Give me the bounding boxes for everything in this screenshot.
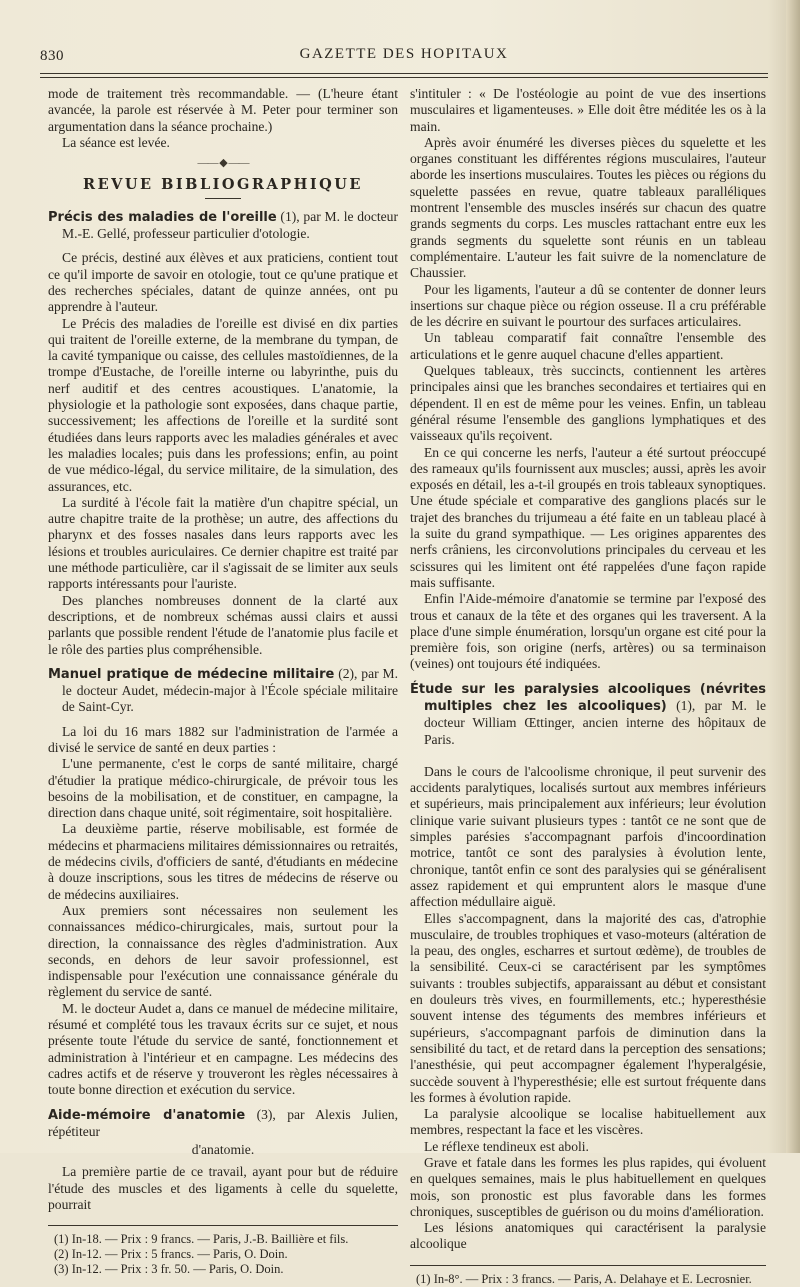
review-entry-heading [48,666,398,716]
review-entry-byline: (3), par Alexis Julien, répétiteur [48,1106,399,1139]
footnote: (2) In-12. — Prix : 5 francs. — Paris, O. Doin. [54,1247,288,1262]
paragraph: s'intituler : « De l'ostéologie au point de vue des insertions musculaires et ligamenteuses. » Elle doit être méditée les os à la main. [410,86,766,134]
paragraph: La loi du 16 mars 1882 sur l'administration de l'armée a divisé le service de santé en deux parties : [48,723,398,755]
section-title: REVUE BIBLIOGRAPHIQUE [83,176,363,194]
paragraph: Pour les ligaments, l'auteur a dû se contenter de donner leurs insertions sur chaque pièce ou région osseuse. Il a cru préférable de les décrire en suivant le pourtour des surfaces articulaires. [410,281,766,330]
review-entry-heading [410,681,766,748]
running-head: GAZETTE DES HOPITAUX [299,46,509,62]
review-entry-byline: (1), par M. le docteur William Œttinger, ancien interne des hôpitaux de Paris. [424,697,766,747]
paragraph: mode de traitement très recommandable. — (L'heure étant avancée, la parole est réservée à M. Peter pour terminer son argumentation dans la séance prochaine.) [48,86,398,134]
footnote: (3) In-12. — Prix : 3 fr. 50. — Paris, O. Doin. [54,1262,284,1277]
review-entry-heading [48,1107,398,1141]
paragraph: L'une permanente, c'est le corps de santé militaire, chargé d'étudier la pratique médico-chirurgicale, de prévoir tous les besoins de la mobilisation, et de constituer, en campagne, la direction dans chaque unité, soit régimentaire, soit hospitalière. [48,756,398,821]
paragraph: La première partie de ce travail, ayant pour but de réduire l'étude des muscles et des ligaments à celle du squelette, pourrait [48,1164,398,1212]
paragraph: La deuxième partie, réserve mobilisable, est formée de médecins et pharmaciens militaires démissionnaires ou retraités, de médecins civils, d'officiers de santé, d'étudiants en médecine à douze inscriptions, sous les titres de médecins de réserve ou de médecins auxiliaires. [48,821,398,902]
header-rule [40,73,768,74]
paragraph: Le Précis des maladies de l'oreille est divisé en dix parties qui traitent de l'oreille externe, de la membrane du tympan, de la cavité tympanique ou caisse, des cellules mastoïdiennes, de la trompe d'Eustache, de l'oreille interne ou labyrinthe, puis du nerf auditif et des centres acoustiques. L'anatomie, la physiologie et la pathologie sont exposées, dans chaque partie, successivement; les affections de l'oreille et la surdité sont étudiées dans leurs rapports avec les maladies générales et avec les maladies locales; puis dans les professions; enfin, au point de vue médico-légal, du service militaire, de la simulation, des assurances, etc. [48,315,398,494]
paragraph: Les lésions anatomiques qui caractérisent la paralysie alcoolique [410,1220,766,1252]
paragraph: Quelques tableaux, très succincts, contiennent les artères principales ainsi que les branches secondaires et tertiaires qui en dépendent. Il en est de même pour les veines. Enfin, un tableau général résume l'ensemble des ganglions lymphatiques et des vaisseaux qu'ils reçoivent. [410,363,766,444]
header-rule-thin [40,77,768,78]
review-entry-title: Précis des maladies de l'oreille [48,209,277,225]
paragraph: La surdité à l'école fait la matière d'un chapitre spécial, un autre chapitre traite de la prothèse; un autre, des affections du pharynx et des fosses nasales dans leurs rapports avec les lésions et troubles auriculaires. Ce dernier chapitre est traité par une méthode particulière, car il s'agissait de se limiter aux seuls rapports intéressants pour l'auriste. [48,494,398,592]
paragraph: La séance est levée. [62,134,170,150]
left-column [48,86,398,1277]
footnote: (1) In-18. — Prix : 9 francs. — Paris, J.-B. Baillière et fils. [54,1232,349,1247]
ornament-divider: —— ◆ —— [197,157,249,170]
footnote: (1) In-8°. — Prix : 3 francs. — Paris, A. Delahaye et E. Lecrosnier. [416,1271,752,1286]
page-edge-shadow [786,0,800,1153]
paragraph: Elles s'accompagnent, dans la majorité des cas, d'atrophie musculaire, de troubles trophiques et vaso-moteurs (altération de la peau, des ongles, escharres et surtout œdème), de troubles de la sensibilité. Ceux-ci se caractérisent par les symptômes suivants : troubles subjectifs, apparaissant au début et consistant en douleurs très vives, en fourmillements, etc.; hyperesthésie souvent intense des téguments des membres inférieurs et supérieurs, s'accompagnant parfois de diminution dans la sensibilité du tact, et de retard dans la perception des sensations; l'anesthésie, qui peut accompagner également l'hyperalgésie, succède souvent à l'hyperesthésie; elle est surtout fréquente dans les formes à évolution rapide. [410,910,766,1105]
page-number: 830 [40,48,64,64]
paragraph: Aux premiers sont nécessaires non seulement les connaissances médico-chirurgicales, mais, surtout pour la direction, la connaissance des règles d'administration. Aux seconds, en dehors de leur savoir professionnel, est indispensable pour l'exécution une connaissance générale du règlement du service de santé. [48,902,398,1000]
paragraph: Enfin l'Aide-mémoire d'anatomie se termine par l'exposé des trous et canaux de la tête et des organes qui les traversent. A la place d'une simple énumération, lorsqu'un organe est cité pour la première fois, son origine (nerfs, artères) ou sa terminaison (veines) ont toujours été indiquées. [410,591,766,672]
paragraph: La paralysie alcoolique se localise habituellement aux membres, respectant la face et les viscères. [410,1106,766,1138]
paragraph: M. le docteur Audet a, dans ce manuel de médecine militaire, résumé et complété tous les travaux écrits sur ce sujet, et nous présente toute l'étude du service de santé, fonctionnement et administration à l'intérieur et en campagne. Les médecins des cadres actifs et de réserve y trouveront les règles nécessaires à toute bonne direction et exécution du service. [48,1000,398,1098]
paragraph: Dans le cours de l'alcoolisme chronique, il peut survenir des accidents paralytiques, localisés surtout aux membres inférieurs et supérieurs, mais principalement aux inférieurs; leur évolution clinique varie suivant plusieurs types : tantôt ce ne sont que de simples parésies s'accompagnant parfois d'incoordination motrice, tantôt ce sont des paralysies à évolution lente, chronique, tantôt enfin ce sont des paralysies qui se généralisent assez rapidement et qui empruntent alors le masque d'une affection médullaire aiguë. [410,763,766,910]
paragraph: Le réflexe tendineux est aboli. [424,1138,589,1154]
paragraph: Après avoir énuméré les diverses pièces du squelette et les organes constituant les différentes régions musculaires, l'auteur aborde les insertions musculaires. Toutes les pièces ou régions du squelette passées en revue, quatre tableaux paralléliques montrent l'ensemble des muscles insérés sur chacun des quatre grands segments du corps. Les muscles rattachant entre eux les grands segments du squelette sont réunis en un tableau complémentaire. L'auteur les fait suivre de la nomenclature de Chaussier. [410,134,766,281]
review-entry-byline: (1), par M. le docteur M.-E. Gellé, professeur particulier d'otologie. [62,208,398,242]
footnote-rule [410,1265,766,1266]
page-header [40,44,768,68]
review-entry-heading [48,209,398,243]
review-entry-byline: (2), par M. le docteur Audet, médecin-major à l'École spéciale militaire de Saint-Cyr. [62,665,398,715]
paragraph: Ce précis, destiné aux élèves et aux praticiens, contient tout ce qu'il importe de savoir en otologie, tout ce qu'une pratique et des recherches spéciales, datant de quinze années, ont pu apprendre à l'auteur. [48,250,398,315]
short-rule [205,198,241,199]
paragraph: Des planches nombreuses donnent de la clarté aux descriptions, et de nombreux schémas aussi clairs et aussi parlants que possible rendent l'étude de l'anatomie plus facile et le rôle des parties plus compréhensible. [48,592,398,657]
paragraph: Un tableau comparatif fait connaître l'ensemble des articulations et le genre auquel chacune d'elles appartient. [410,330,766,362]
review-entry-title: Manuel pratique de médecine militaire [48,666,335,682]
footnote-rule [48,1225,398,1226]
review-entry-byline-cont: d'anatomie. [191,1142,255,1158]
right-column [410,86,766,1287]
paragraph: Grave et fatale dans les formes les plus rapides, qui évoluent en quelques semaines, mais le plus habituellement en quelques mois, son pronostic est plus favorable dans les formes chroniques, susceptibles de guérison ou du moins d'amélioration. [410,1155,766,1219]
review-entry-title: Étude sur les paralysies alcooliques (névrites multiples chez les alcooliques) [410,681,766,714]
paragraph: En ce qui concerne les nerfs, l'auteur a été surtout préoccupé des rameaux qu'ils fournissent aux muscles; aussi, après les avoir exposés en détail, les a-t-il groupés en trois tableaux synoptiques. Une étude spéciale et comparative des ganglions placés sur le trajet des branches du trijumeau a été faite en un tableau placé à la suite du grand sympathique. — Les origines apparentes des nerfs crâniens, les circonvolutions principales du cerveau et les scissures qui les limitent ont été rappelées d'une façon rapide mais suffisante. [410,444,766,590]
review-entry-title: Aide-mémoire d'anatomie [48,1107,246,1123]
